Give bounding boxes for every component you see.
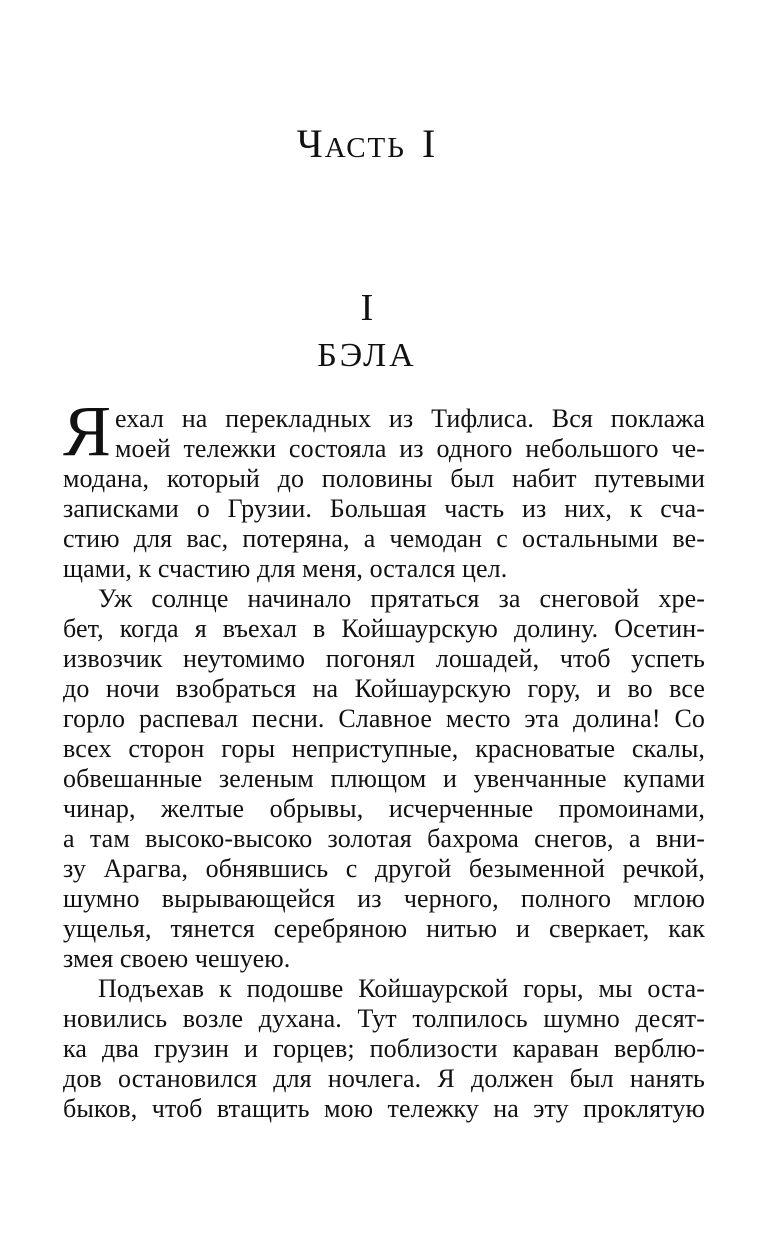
text-line: стию для вас, потеряна, а чемодан с остальными ве- (63, 524, 705, 553)
text-line: всех сторон горы неприступные, красноватые скалы, (63, 734, 705, 763)
text-line: щами, к счастию для меня, остался цел. (63, 554, 508, 583)
part-heading (0, 121, 768, 166)
text-line: горло распевал песни. Славное место эта долина! Со (63, 704, 705, 733)
text-line: ущелья, тянется серебряною нитью и сверкает, как (63, 914, 705, 943)
text-line: моей тележки состояла из одного небольшого че- (115, 434, 705, 463)
text-line: чинар, желтые обрывы, исчерченные промоинами, (63, 794, 705, 823)
text-line: дов остановился для ночлега. Я должен был нанять (63, 1064, 705, 1093)
paragraph (63, 584, 705, 974)
part-heading-number: I (421, 121, 438, 166)
text-line: до ночи взобраться на Койшаурскую гору, и во все (63, 674, 705, 703)
text-line: шумно вырывающейся из черного, полного мглою (63, 884, 705, 913)
text-line: быков, чтоб втащить мою тележку на эту проклятую (63, 1094, 705, 1123)
text-line: обвешанные зеленым плющом и увенчанные купами (63, 764, 705, 793)
text-line: а там высоко-высоко золотая бахрома снегов, а вни- (63, 824, 705, 853)
text-line: бет, когда я въехал в Койшаурскую долину. Осетин- (63, 614, 705, 643)
text-line: извозчик неутомимо погонял лошадей, чтоб успеть (63, 644, 705, 673)
text-line: Подъехав к подошве Койшаурской горы, мы оста- (98, 974, 705, 1003)
text-line: ехал на перекладных из Тифлиса. Вся поклажа (115, 404, 705, 433)
text-line: Уж солнце начинало прятаться за снеговой хре- (98, 584, 705, 613)
text-line: зу Арагва, обнявшись с другой безыменной речкой, (63, 854, 705, 883)
text-line: записками о Грузии. Большая часть из них, к сча- (63, 494, 705, 523)
part-heading-rest: АСТЬ (324, 132, 406, 164)
chapter-title: БЭЛА (317, 337, 417, 374)
drop-cap: Я (63, 391, 112, 471)
chapter-number: I (360, 287, 374, 329)
paragraph (63, 404, 705, 584)
text-line: модана, который до половины был набит путевыми (63, 464, 705, 493)
text-line: змея своею чешуею. (63, 944, 291, 973)
part-heading-lead: Ч (296, 121, 325, 166)
text-line: новились возле духана. Тут толпилось шумно десят- (63, 1004, 705, 1033)
text-line: ка два грузин и горцев; поблизости караван верблю- (63, 1034, 705, 1063)
body-text (63, 391, 705, 1124)
paragraph (63, 974, 705, 1124)
paragraphs-container (63, 404, 705, 1124)
